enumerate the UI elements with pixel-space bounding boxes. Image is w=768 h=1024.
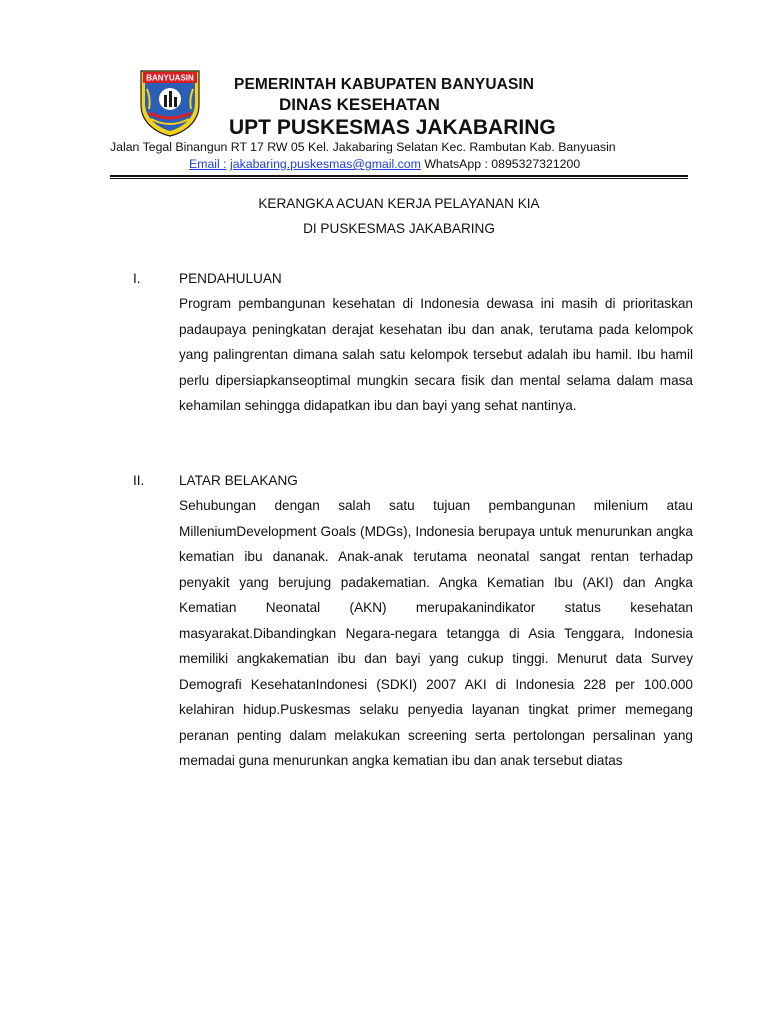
document-subtitle: DI PUSKESMAS JAKABARING	[303, 221, 495, 236]
institution-name: UPT PUSKESMAS JAKABARING	[229, 116, 556, 139]
section-number: II.	[133, 473, 145, 488]
section-heading: PENDAHULUAN	[179, 271, 282, 286]
section-body: Sehubungan dengan salah satu tujuan pembangunan milenium atau MilleniumDevelopment Goals (MDGs), Indonesia berupaya untuk menurunkan angka kematian ibu dananak. Anak-anak terutama neonatal sangat rentan terhadap penyakit yang berujung padakematian. Angka Kematian Ibu (AKI) dan Angka Kematian Neonatal (AKN) merupakanindikator status kesehatan masyarakat.Dibandingkan Negara-negara tetangga di Asia Tenggara, Indonesia memiliki angkakematian ibu dan bayi yang cukup tinggi. Menurut data Survey Demografi KesehatanIndonesi (SDKI) 2007 AKI di Indonesia 228 per 100.000 kelahiran hidup.Puskesmas selaku penyedia layanan tingkat primer memegang peranan penting dalam melakukan screening serta pertolongan persalinan yang memadai guna menurunkan angka kematian ibu dan anak tersebut diatas	[179, 498, 693, 768]
document-title: KERANGKA ACUAN KERJA PELAYANAN KIA	[258, 196, 540, 211]
section-heading: LATAR BELAKANG	[179, 473, 298, 488]
letterhead-divider-thick	[110, 175, 688, 177]
email-link[interactable]: jakabaring.puskesmas@gmail.com	[230, 157, 421, 171]
whatsapp-contact: WhatsApp : 0895327321200	[424, 157, 581, 171]
banyuasin-emblem-icon	[137, 69, 203, 137]
section-body: Program pembangunan kesehatan di Indonesia dewasa ini masih di prioritaskan padaupaya peningkatan derajat kesehatan ibu dan anak, terutama pada kelompok yang palingrentan dimana salah satu kelompok tersebut adalah ibu hamil. Ibu hamil perlu dipersiapkanseoptimal mungkin secara fisik dan mental selama dalam masa kehamilan sehingga didapatkan ibu dan bayi yang sehat nantinya.	[179, 296, 693, 413]
address-line: Jalan Tegal Binangun RT 17 RW 05 Kel. Jakabaring Selatan Kec. Rambutan Kab. Banyuasin	[110, 140, 616, 154]
contact-line	[189, 157, 580, 171]
emblem-label: BANYUASIN	[146, 73, 194, 83]
section-number: I.	[133, 271, 141, 286]
email-label: Email :	[189, 157, 227, 171]
letterhead-divider-thin	[110, 178, 688, 179]
government-name: PEMERINTAH KABUPATEN BANYUASIN	[234, 76, 535, 93]
agency-name: DINAS KESEHATAN	[279, 95, 440, 114]
